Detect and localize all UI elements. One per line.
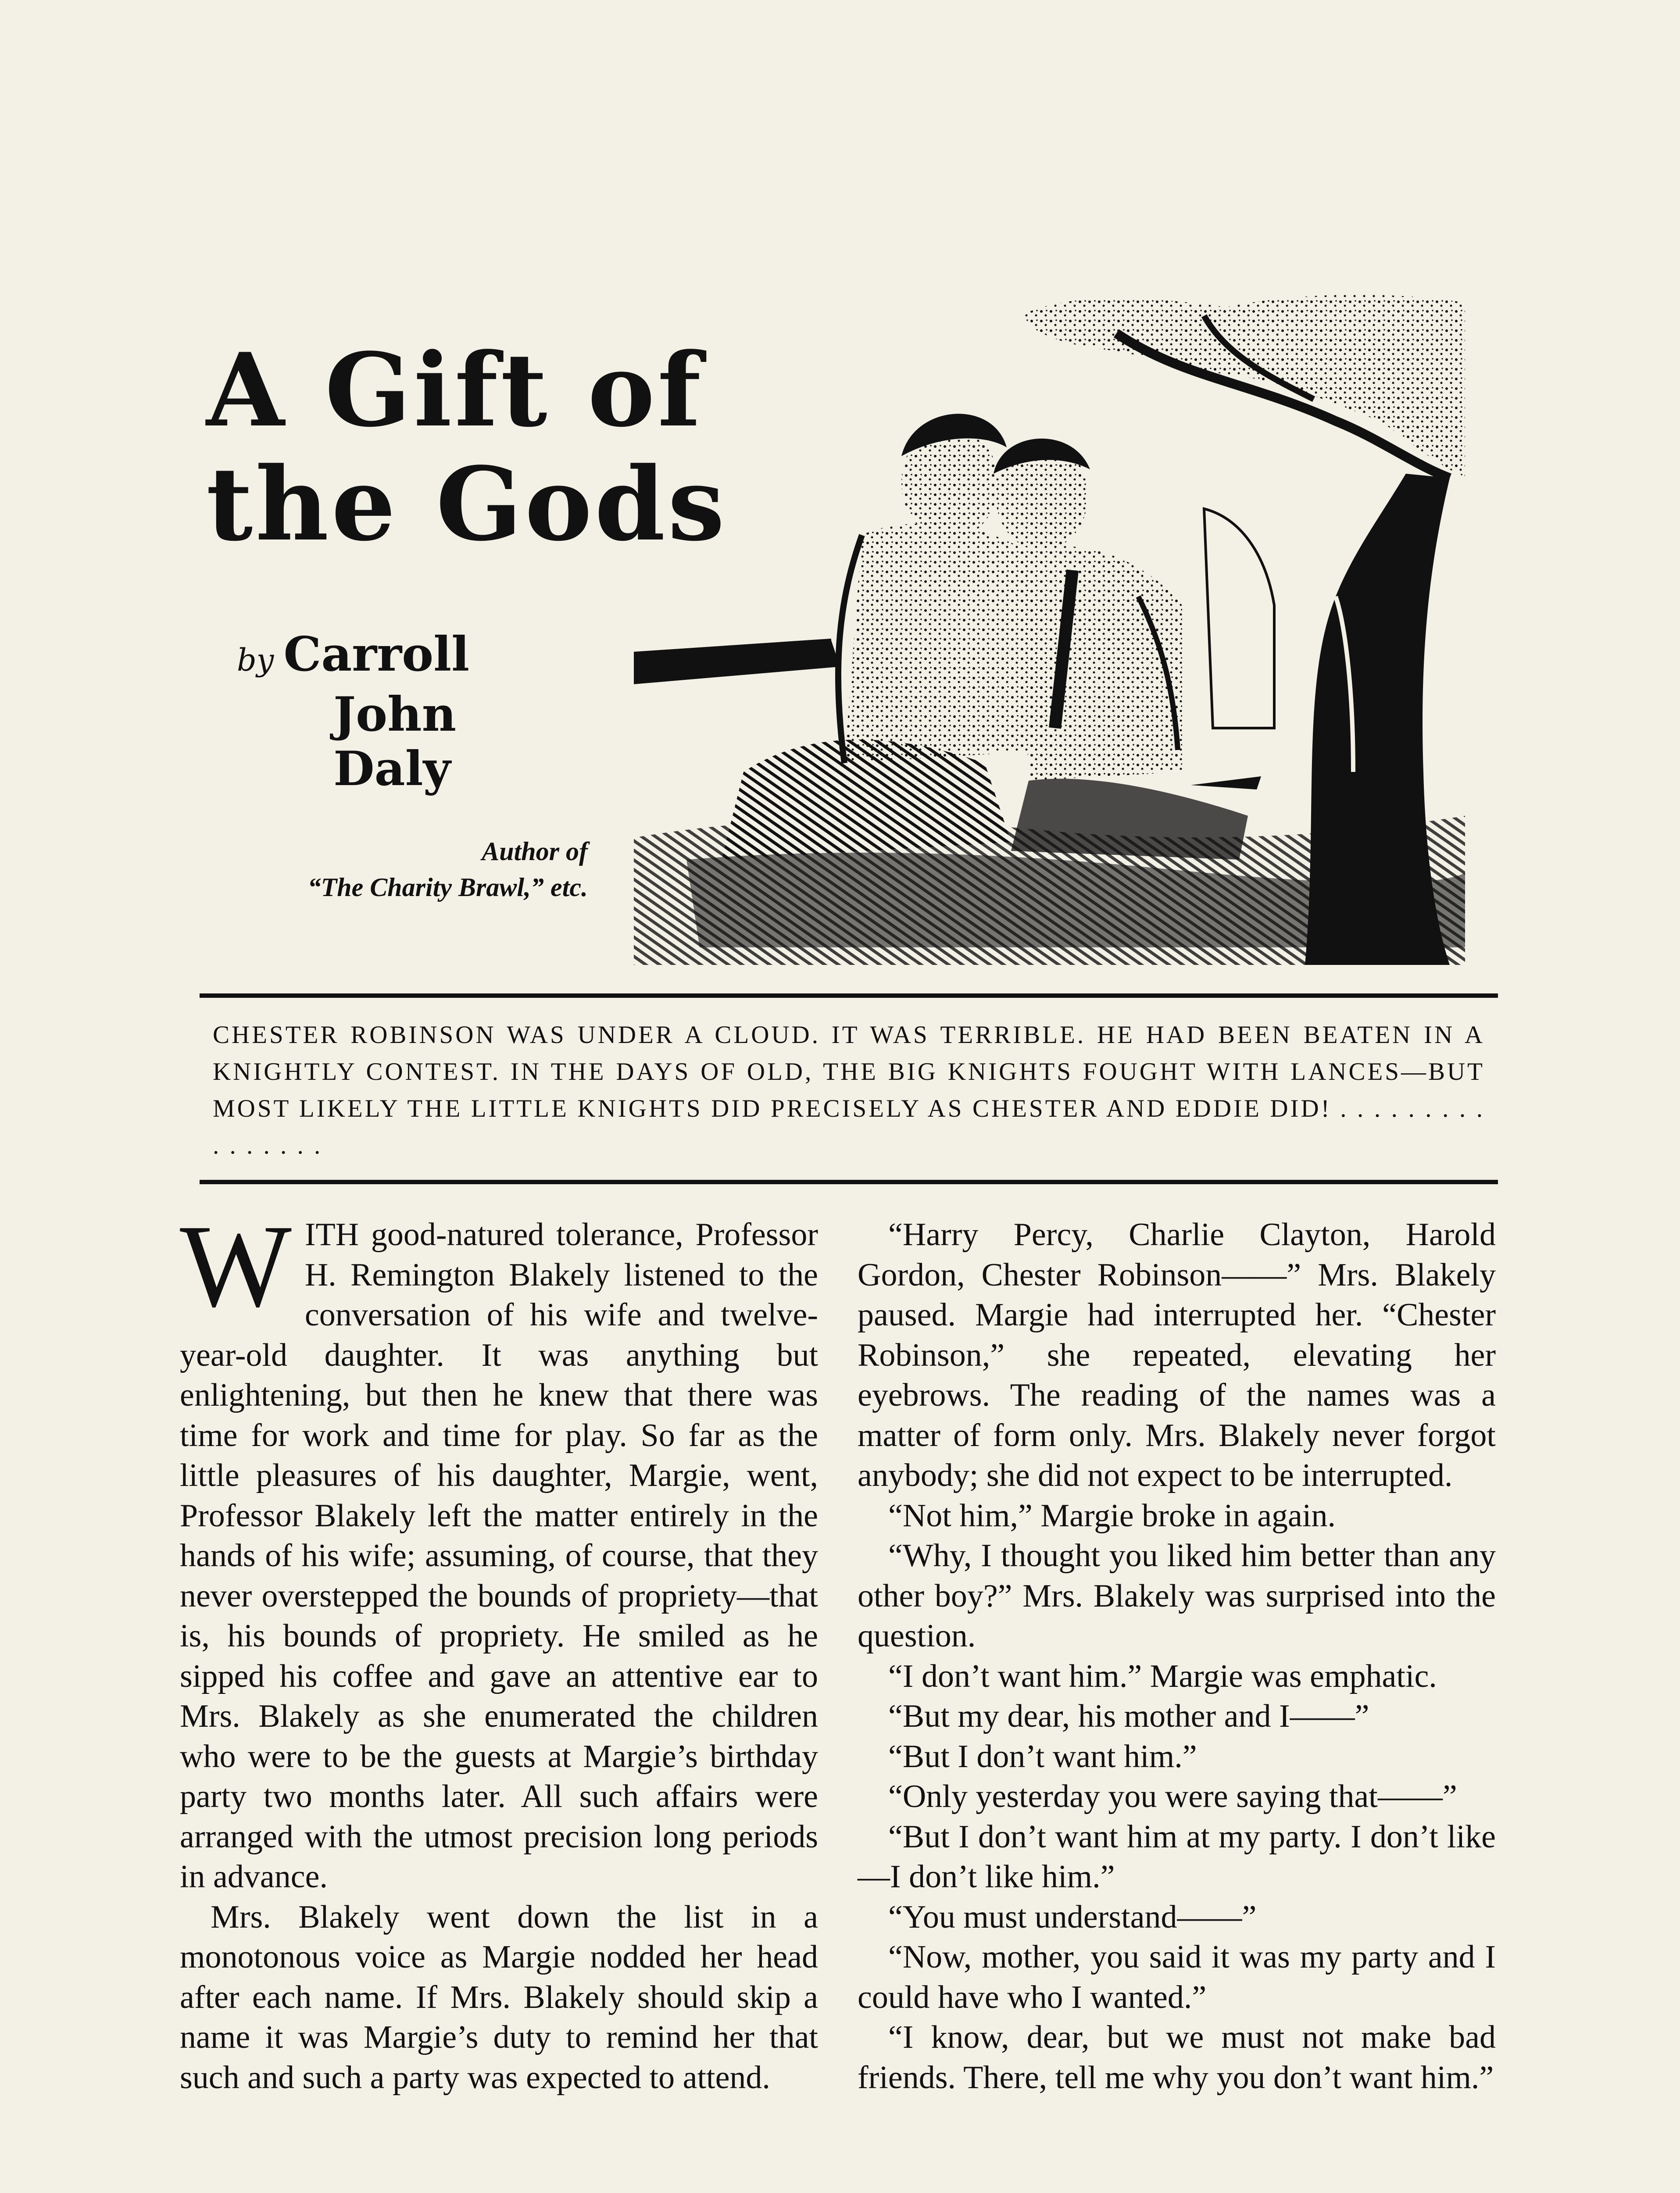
author-credit — [237, 833, 588, 905]
drop-cap: W — [180, 1200, 292, 1332]
story-illustration — [634, 289, 1465, 965]
credit-line-1: Author of — [482, 837, 588, 866]
top-rule — [200, 993, 1498, 998]
paragraph: Mrs. Blakely went down the list in a monotonous voice as Margie nodded her head after each name. If Mrs. Blakely should skip a name it was Margie’s duty to remind her that such and such a party was expected to attend. — [180, 1899, 818, 2096]
credit-line-2: “The Charity Brawl,” etc. — [307, 873, 588, 902]
title-line-1: A Gift of — [206, 331, 704, 450]
paragraph: “Harry Percy, Charlie Clayton, Harold Gordon, Chester Robinson——” Mrs. Blakely paused. Margie had interrupted her. “Chester Robinson,” she repeated, elevating her eyebrows. The reading of the names was a matter of form only. Mrs. Blakely never forgot anybody; she did not expect to be interrupted. — [858, 1217, 1496, 1493]
paragraph: “Now, mother, you said it was my party and I could have who I wanted.” — [858, 1939, 1496, 2015]
paragraph: “But I don’t want him.” — [888, 1738, 1197, 1775]
byline-by: by — [237, 642, 274, 678]
paragraph-text: ITH good-natured tolerance, Professor H. Remington Blakely listened to the conversation of his wife and twelve-year-old daughter. It was anything but enlightening, but then he knew that there was time for work and time for play. So far as the little pleasures of his daughter, Margie, went, Professor Blakely left the matter entirely in the hands of his wife; assuming, of course, that they never overstepped the bounds of propriety—that is, his bounds of propriety. He smiled as he sipped his coffee and gave an attentive ear to Mrs. Blakely as she enumerated the children who were to be the guests at Margie’s birthday party two months later. All such affairs were arranged with the utmost precision long periods in advance. — [180, 1217, 818, 1895]
author-last-name: Daly — [333, 741, 451, 796]
paragraph: “I don’t want him.” Margie was emphatic. — [888, 1658, 1437, 1694]
byline — [237, 627, 469, 796]
author-first-name: Carroll — [283, 627, 470, 682]
paragraph: “Not him,” Margie broke in again. — [888, 1497, 1336, 1534]
author-middle-name: John — [333, 687, 457, 742]
paragraph — [180, 1200, 818, 1897]
paragraph: “Only yesterday you were saying that——” — [888, 1779, 1457, 1814]
paragraph: “You must understand——” — [888, 1899, 1257, 1935]
left-column — [180, 1200, 818, 2098]
story-deck: CHESTER ROBINSON WAS UNDER A CLOUD. IT WAS TERRIBLE. HE HAD BEEN BEATEN IN A KNIGHTLY CONTEST. IN THE DAYS OF OLD, THE BIG KNIGHTS FOUGHT WITH LANCES—BUT MOST LIKELY THE LITTLE KNIGHTS DID PRECISELY AS CHESTER AND EDDIE DID! . . . . . . . . . . . . . . . . — [213, 1021, 1485, 1159]
paragraph: “But I don’t want him at my party. I don’t like—I don’t like him.” — [858, 1818, 1496, 1895]
title-line-2: the Gods — [206, 445, 728, 564]
paragraph: “But my dear, his mother and I——” — [888, 1698, 1369, 1734]
right-column — [858, 1215, 1496, 2098]
bottom-rule — [200, 1180, 1498, 1184]
paragraph: “Why, I thought you liked him better than any other boy?” Mrs. Blakely was surprised into the question. — [858, 1538, 1496, 1654]
paragraph: “I know, dear, but we must not make bad friends. There, tell me why you don’t want him.” — [858, 2019, 1496, 2096]
